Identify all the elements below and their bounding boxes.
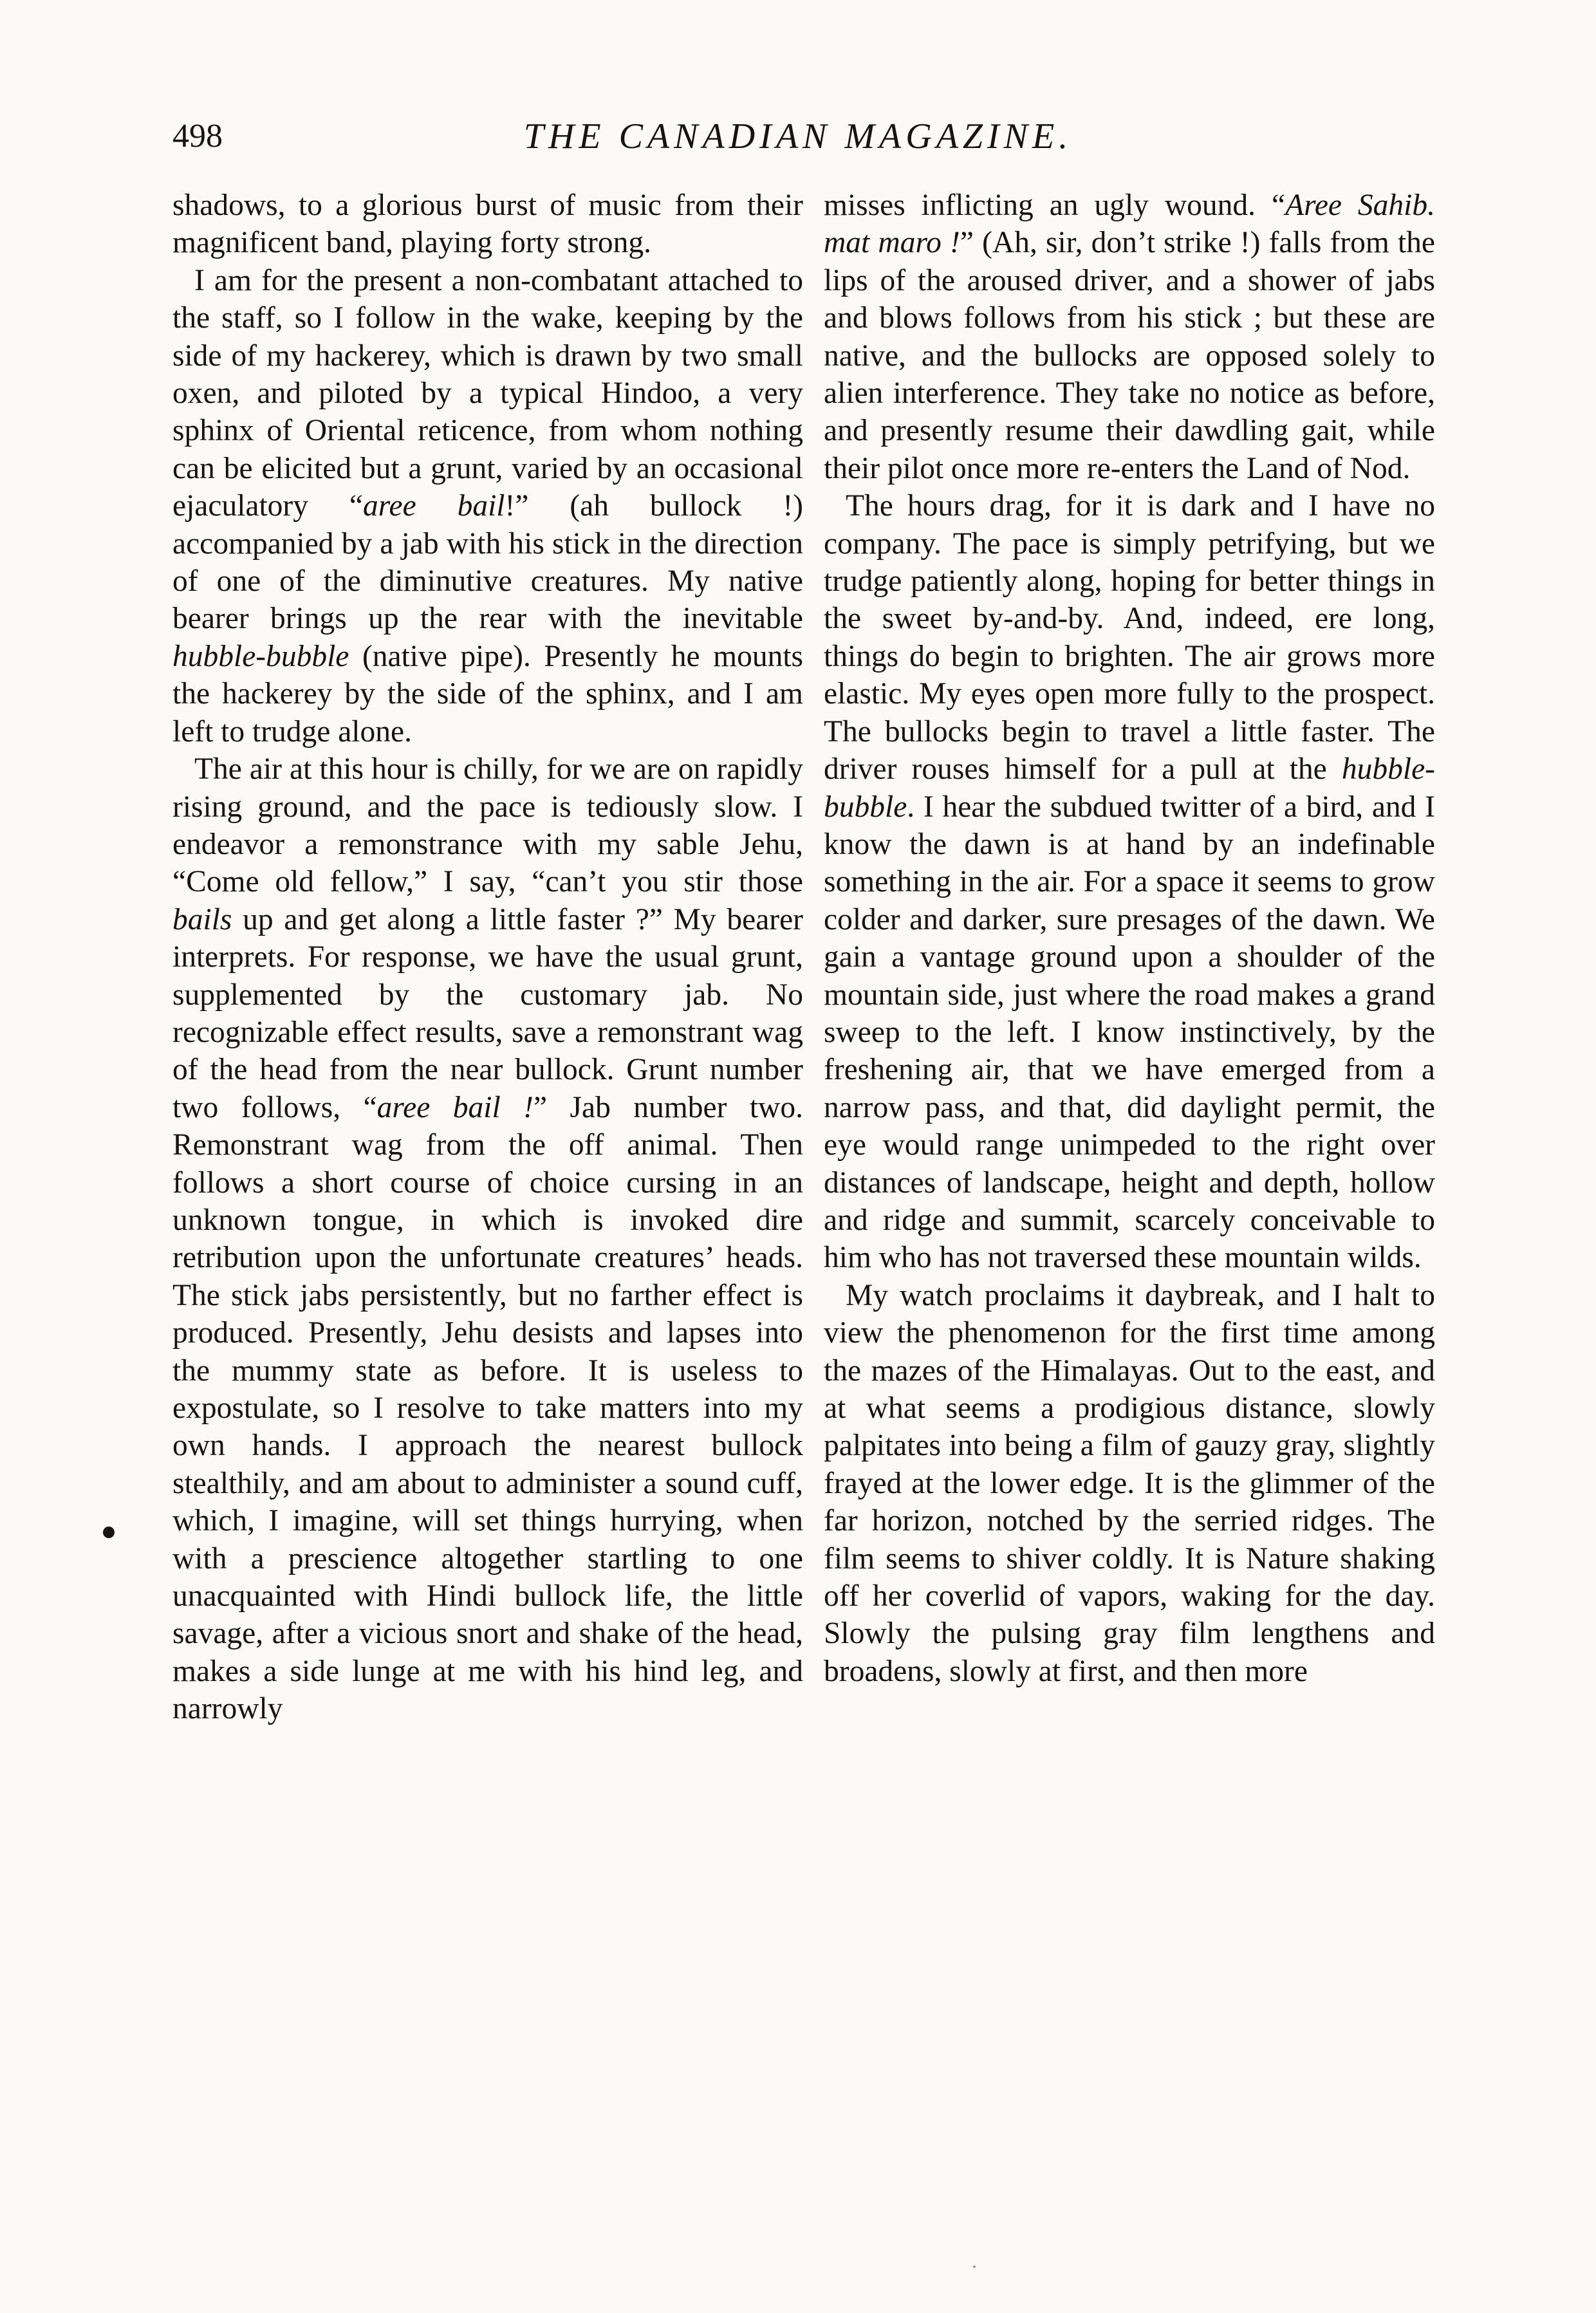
page-number: 498: [172, 118, 223, 154]
italic-run: hubble-bubble: [172, 639, 349, 673]
paragraph: [172, 187, 803, 262]
italic-run: hubble-bubble: [824, 752, 1435, 824]
text-run: up and get along a little faster ?” My bearer interprets. For response, we have the usual grunt, supplemented by the customary jab. No recognizable effect results, save a remonstrant wag of the head from the near bullock. Grunt number two follows, “: [172, 902, 803, 1124]
text-run: My watch proclaims it daybreak, and I halt to view the phenomenon for the first time among the mazes of the Himalayas. Out to the east, and at what seems a prodigious distance, slowly palpitates into being a film of gauzy gray, slightly frayed at the lower edge. It is the glimmer of the far horizon, notched by the serried ridges. The film seems to shiver coldly. It is Nature shaking off her coverlid of vapors, waking for the day. Slowly the pulsing gray film lengthens and broadens, slowly at first, and then more: [824, 1278, 1435, 1688]
right-column: [824, 187, 1435, 1690]
italic-run: Aree Sahib. mat maro !: [824, 189, 1435, 260]
text-run: I am for the present a non-combatant attached to the staff, so I follow in the wake, keeping by the side of my hackerey, which is drawn by two small oxen, and piloted by a typical Hindoo, a very sphinx of Oriental reticence, from whom nothing can be elicited but a grunt, varied by an occasional ejaculatory “: [172, 263, 803, 523]
text-run: ” (Ah, sir, don’t strike !) falls from the lips of the aroused driver, and a shower of jabs and blows follows from his stick ; but these are native, and the bullocks are opposed solely to alien interference. They take no notice as before, and presently resume their dawdling gait, while their pilot once more re-enters the Land of Nod.: [824, 226, 1435, 485]
text-run: . I hear the subdued twitter of a bird, and I know the dawn is at hand by an indefinable something in the air. For a space it seems to grow colder and darker, sure presages of the dawn. We gain a vantage ground upon a shoulder of the mountain side, just where the road makes a grand sweep to the left. I know instinctively, by the freshening air, that we have emerged from a narrow pass, and that, did daylight permit, the eye would range unimpeded to the right over distances of landscape, height and depth, hollow and ridge and summit, scarcely conceivable to him who has not traversed these mountain wilds.: [824, 790, 1435, 1275]
italic-run: aree bail !: [376, 1090, 534, 1124]
text-run: The air at this hour is chilly, for we are on rapidly rising ground, and the pace is tediously slow. I endeavor a remonstrance with my sable Jehu, “Come old fellow,” I say, “can’t you stir those: [172, 752, 803, 899]
paper-speck: [973, 2265, 976, 2268]
paragraph: [824, 187, 1435, 487]
page-header: [0, 111, 1596, 162]
margin-dot: [103, 1527, 115, 1538]
left-column: [172, 187, 803, 1728]
text-run: The hours drag, for it is dark and I have no company. The pace is simply petrifying, but we trudge patiently along, hoping for better things in the sweet by-and-by. And, indeed, ere long, things do begin to brighten. The air grows more elastic. My eyes open more fully to the prospect. The bullocks begin to travel a little faster. The driver rouses himself for a pull at the: [824, 489, 1435, 786]
paragraph: [824, 1277, 1435, 1690]
paragraph: [172, 262, 803, 750]
italic-run: aree bail: [363, 489, 505, 523]
text-run: !” (ah bullock !) accompanied by a jab with his stick in the direction of one of the diminutive creatures. My native bearer brings up the rear with the inevitable: [172, 489, 803, 636]
running-title: THE CANADIAN MAGAZINE.: [523, 116, 1073, 156]
paragraph: [824, 487, 1435, 1277]
text-run: ” Jab number two. Remonstrant wag from the off animal. Then follows a short course of choice cursing in an unknown tongue, in which is invoked dire retribution upon the unfortunate creatures’ heads. The stick jabs persistently, but no farther effect is produced. Presently, Jehu desists and lapses into the mummy state as before. It is useless to expostulate, so I resolve to take matters into my own hands. I approach the nearest bullock stealthily, and am about to administer a sound cuff, which, I imagine, will set things hurrying, when with a prescience altogether startling to one unacquainted with Hindi bullock life, the little savage, after a vicious snort and shake of the head, makes a side lunge at me with his hind leg, and narrowly: [172, 1090, 803, 1726]
text-run: shadows, to a glorious burst of music from their magnificent band, playing forty strong.: [172, 189, 803, 260]
text-run: (native pipe). Presently he mounts the hackerey by the side of the sphinx, and I am left to trudge alone.: [172, 639, 803, 748]
italic-run: bails: [172, 902, 232, 936]
paragraph: [172, 750, 803, 1728]
text-run: misses inflicting an ugly wound. “: [824, 189, 1286, 222]
